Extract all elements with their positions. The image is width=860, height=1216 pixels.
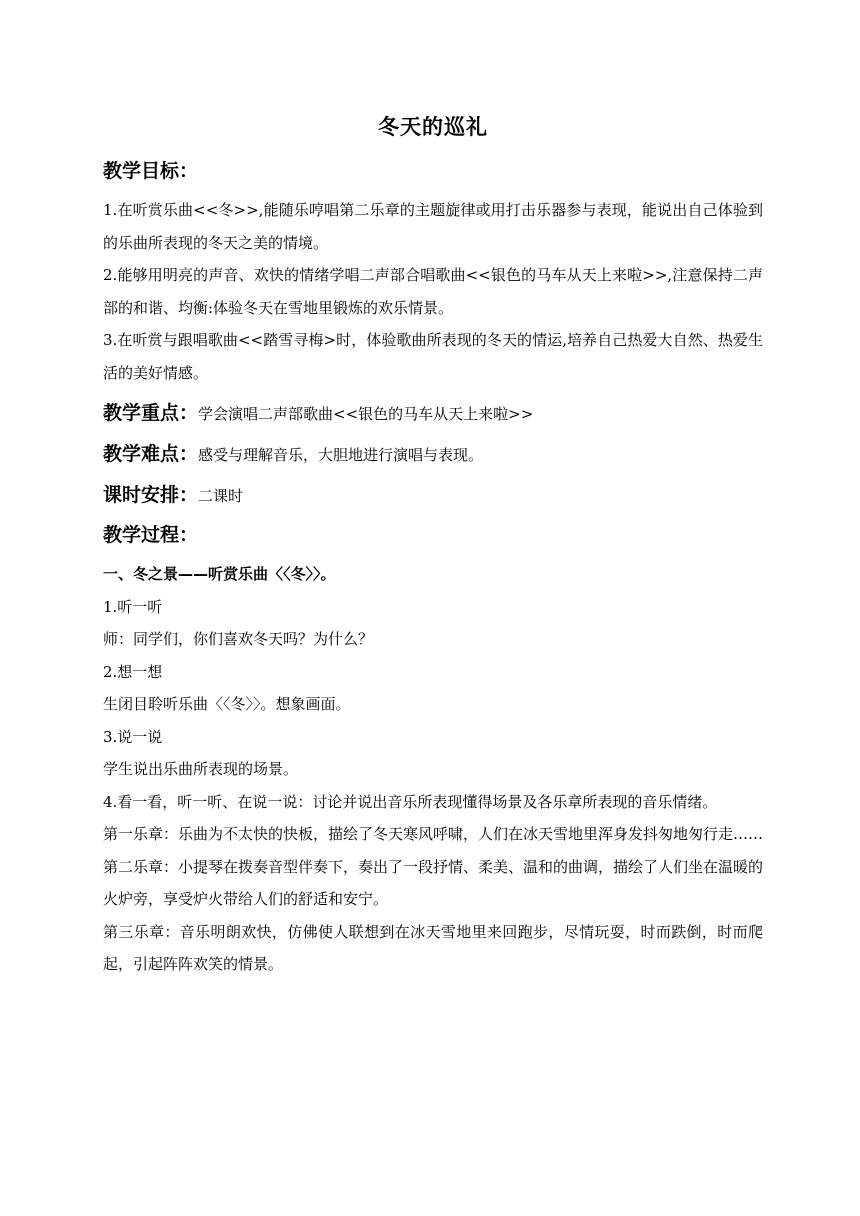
process-line: 学生说出乐曲所表现的场景。 (103, 760, 299, 778)
document-title: 冬天的巡礼 (378, 115, 488, 139)
process-part-one-heading: 一、冬之景——听赏乐曲〈〈冬〉〉。 (103, 565, 336, 583)
schedule-row (103, 479, 763, 512)
difficulty-value: 感受与理解音乐，大胆地进行演唱与表现。 (198, 446, 484, 464)
key-point-row (103, 397, 763, 430)
process-line: 师：同学们，你们喜欢冬天吗？为什么？ (103, 630, 374, 648)
key-point-label: 教学重点： (103, 402, 199, 424)
schedule-label: 课时安排： (103, 484, 199, 506)
objective-item-1: 1.在听赏乐曲<<冬>>,能随乐哼唱第二乐章的主题旋律或用打击乐器参与表现，能说出自己体验到的乐曲所表现的冬天之美的情境。 (103, 201, 763, 252)
movement-one-paragraph: 第一乐章：乐曲为不太快的快板，描绘了冬天寒风呼啸，人们在冰天雪地里浑身发抖匆地匆行走…… (103, 825, 764, 843)
document-body (103, 112, 763, 981)
schedule-value: 二课时 (198, 487, 244, 505)
process-line: 生闭目聆听乐曲〈〈冬〉〉。想象画面。 (103, 695, 351, 713)
process-line: 4.看一看，听一听、在说一说：讨论并说出音乐所表现懂得场景及各乐章所表现的音乐情绪。 (103, 792, 718, 811)
process-line: 1.听一听 (103, 597, 163, 616)
process-line: 2.想一想 (103, 662, 163, 681)
difficulty-label: 教学难点： (103, 443, 199, 465)
process-line: 3.说一说 (103, 727, 163, 746)
movement-two-paragraph: 第二乐章：小提琴在拨奏音型伴奏下，奏出了一段抒情、柔美、温和的曲调，描绘了人们坐在温暖的火炉旁，享受炉火带给人们的舒适和安宁。 (103, 857, 764, 908)
objectives-heading: 教学目标： (103, 160, 199, 182)
key-point-value: 学会演唱二声部歌曲<<银色的马车从天上来啦>> (198, 405, 534, 423)
movement-three-paragraph: 第三乐章：音乐明朗欢快，仿佛使人联想到在冰天雪地里来回跑步，尽情玩耍，时而跌倒，时而爬起，引起阵阵欢笑的情景。 (103, 922, 763, 973)
objective-item-3: 3.在听赏与跟唱歌曲<<踏雪寻梅>时，体验歌曲所表现的冬天的情运,培养自己热爱大自然、热爱生活的美好情感。 (103, 331, 763, 382)
objective-item-2: 2.能够用明亮的声音、欢快的情绪学唱二声部合唱歌曲<<银色的马车从天上来啦>>,注意保持二声部的和谐、均衡:体验冬天在雪地里锻炼的欢乐情景。 (103, 266, 763, 317)
process-heading: 教学过程： (103, 524, 199, 546)
difficulty-row (103, 438, 763, 471)
